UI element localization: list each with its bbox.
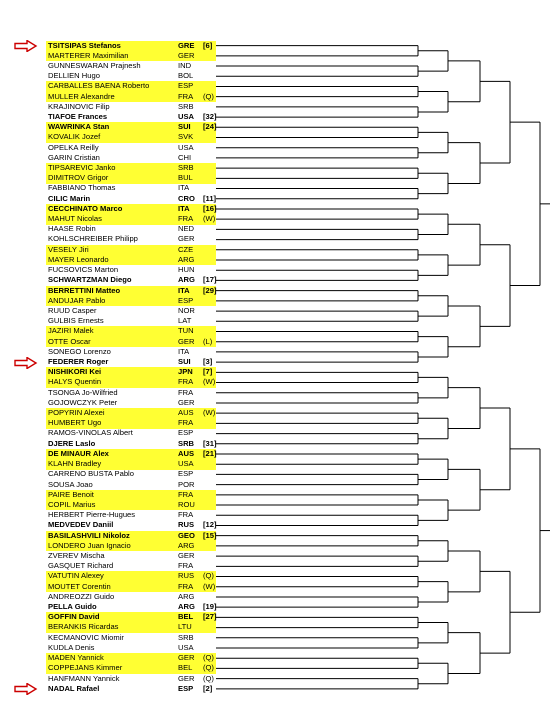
player-country: GER: [178, 551, 195, 560]
player-name: SCHWARTZMAN Diego: [48, 275, 132, 285]
player-country: ITA: [178, 183, 190, 193]
player-name: OTTE Oscar: [48, 336, 91, 346]
player-name: CARRENO BUSTA Pablo: [48, 469, 134, 479]
player-name: KRAJINOVIC Filip: [48, 101, 110, 111]
player-name: CARBALLES BAENA Roberto: [48, 81, 150, 91]
player-name: RUUD Casper: [48, 305, 97, 315]
player-country: GER: [178, 336, 195, 346]
player-country: SUI: [178, 122, 191, 132]
player-country: ITA: [178, 285, 190, 295]
player-name: VATUTIN Alexey: [48, 571, 104, 581]
player-seed: (W): [203, 214, 216, 224]
player-seed: [6]: [203, 40, 213, 50]
player-name: POPYRIN Alexei: [48, 408, 105, 418]
player-seed: (W): [203, 377, 216, 387]
player-name: VESELY Jiri: [48, 244, 89, 254]
player-seed: (Q): [203, 673, 214, 683]
player-country: ARG: [178, 602, 195, 612]
player-name: TSONGA Jo-Wilfried: [48, 387, 118, 397]
player-country: FRA: [178, 581, 194, 591]
player-country: ESP: [178, 469, 194, 479]
player-country: ESP: [178, 683, 194, 693]
player-country: ITA: [178, 346, 190, 356]
player-seed: [19]: [203, 602, 217, 612]
player-country: GER: [178, 673, 195, 683]
player-name: COPIL Marius: [48, 499, 96, 509]
player-seed: (Q): [203, 663, 214, 673]
player-seed: [27]: [203, 612, 217, 622]
player-name: MAYER Leonardo: [48, 254, 109, 264]
player-country: FRA: [178, 214, 194, 224]
player-name: MAHUT Nicolas: [48, 214, 102, 224]
player-name: MOUTET Corentin: [48, 581, 111, 591]
player-name: KOVALIK Jozef: [48, 132, 101, 142]
player-country: ARG: [178, 254, 195, 264]
player-name: KOHLSCHREIBER Philipp: [48, 234, 138, 244]
player-seed: (Q): [203, 571, 214, 581]
player-name: MADEN Yannick: [48, 653, 104, 663]
player-country: CHI: [178, 152, 192, 162]
player-seed: [32]: [203, 111, 217, 121]
player-country: GRE: [178, 40, 195, 50]
player-name: NADAL Rafael: [48, 683, 100, 693]
player-name: DJERE Laslo: [48, 438, 96, 448]
player-country: FRA: [178, 489, 194, 499]
player-country: BOL: [178, 71, 194, 81]
player-country: CZE: [178, 244, 194, 254]
player-country: RUS: [178, 520, 195, 530]
player-name: ANDREOZZI Guido: [48, 591, 115, 601]
player-country: SVK: [178, 132, 194, 142]
player-country: LAT: [178, 316, 192, 326]
arrow-right-icon: [14, 40, 38, 52]
player-seed: [3]: [203, 357, 213, 366]
player-country: HUN: [178, 265, 195, 275]
player-country: FRA: [178, 387, 194, 397]
player-seed: [21]: [203, 448, 217, 458]
player-country: IND: [178, 60, 192, 70]
player-name: FEDERER Roger: [48, 357, 109, 366]
player-country: AUS: [178, 408, 194, 418]
player-country: GER: [178, 397, 195, 407]
player-name: SOUSA Joao: [48, 479, 93, 489]
player-name: SONEGO Lorenzo: [48, 346, 111, 356]
player-country: TUN: [178, 326, 194, 336]
player-country: AUS: [178, 448, 195, 458]
player-name: BASILASHVILI Nikoloz: [48, 530, 130, 540]
player-name: GOJOWCZYK Peter: [48, 397, 118, 407]
player-country: NOR: [178, 305, 195, 315]
player-name: MARTERER Maximilian: [48, 50, 129, 60]
player-country: FRA: [178, 561, 194, 571]
player-country: SRB: [178, 101, 194, 111]
player-seed: (Q): [203, 91, 214, 101]
player-country: RUS: [178, 571, 195, 581]
player-country: USA: [178, 111, 195, 121]
player-country: ARG: [178, 591, 195, 601]
player-country: USA: [178, 459, 194, 469]
player-country: GEO: [178, 530, 195, 540]
player-name: HUMBERT Ugo: [48, 418, 102, 428]
player-name: CECCHINATO Marco: [48, 203, 123, 213]
player-country: SRB: [178, 632, 194, 642]
player-seed: [31]: [203, 438, 217, 448]
player-name: FUCSOVICS Marton: [48, 265, 119, 275]
player-country: ROU: [178, 499, 195, 509]
player-name: FABBIANO Thomas: [48, 183, 116, 193]
player-seed: [17]: [203, 275, 217, 285]
player-country: JPN: [178, 367, 193, 377]
player-country: SRB: [178, 163, 194, 173]
player-name: GUNNESWARAN Prajnesh: [48, 60, 141, 70]
player-seed: [7]: [203, 367, 213, 377]
player-country: BUL: [178, 173, 193, 183]
player-name: TIPSAREVIC Janko: [48, 163, 116, 173]
player-name: DELLIEN Hugo: [48, 71, 100, 81]
player-name: TIAFOE Frances: [48, 111, 108, 121]
player-country: ESP: [178, 81, 194, 91]
player-name: GULBIS Ernests: [48, 316, 104, 326]
player-name: NISHIKORI Kei: [48, 367, 102, 377]
player-name: ZVEREV Mischa: [48, 551, 105, 560]
player-name: ANDUJAR Pablo: [48, 295, 106, 305]
player-name: OPELKA Reilly: [48, 142, 99, 152]
player-seed: [15]: [203, 530, 217, 540]
player-name: HERBERT Pierre-Hugues: [48, 510, 136, 520]
player-country: LTU: [178, 622, 192, 632]
player-name: DE MINAUR Alex: [48, 448, 109, 458]
player-country: SRB: [178, 438, 195, 448]
player-country: FRA: [178, 510, 194, 520]
player-country: GER: [178, 234, 195, 244]
player-name: COPPEJANS Kimmer: [48, 663, 123, 673]
player-country: USA: [178, 142, 194, 152]
arrow-right-icon: [14, 683, 38, 695]
player-name: CILIC Marin: [48, 193, 91, 203]
player-seed: (W): [203, 408, 216, 418]
player-name: MEDVEDEV Daniil: [48, 520, 114, 530]
player-country: SUI: [178, 357, 191, 366]
player-country: ARG: [178, 540, 195, 550]
player-seed: [24]: [203, 122, 217, 132]
player-name: GASQUET Richard: [48, 561, 114, 571]
player-country: POR: [178, 479, 195, 489]
player-seed: (Q): [203, 653, 214, 663]
player-country: CRO: [178, 193, 195, 203]
player-name: BERANKIS Ricardas: [48, 622, 119, 632]
player-name: PELLA Guido: [48, 602, 97, 612]
player-seed: [11]: [203, 193, 217, 203]
player-country: GER: [178, 653, 195, 663]
player-name: DIMITROV Grigor: [48, 173, 109, 183]
player-country: ESP: [178, 295, 194, 305]
player-country: BEL: [178, 612, 194, 622]
player-country: FRA: [178, 418, 194, 428]
player-country: ITA: [178, 203, 190, 213]
player-name: PAIRE Benoit: [48, 489, 94, 499]
player-name: GOFFIN David: [48, 612, 100, 622]
player-name: LONDERO Juan Ignacio: [48, 540, 131, 550]
player-name: BERRETTINI Matteo: [48, 285, 121, 295]
player-country: NED: [178, 224, 195, 234]
player-name: WAWRINKA Stan: [48, 122, 110, 132]
player-seed: [2]: [203, 683, 213, 693]
player-name: KLAHN Bradley: [48, 459, 102, 469]
player-country: BEL: [178, 663, 193, 673]
player-name: HANFMANN Yannick: [48, 673, 120, 683]
player-seed: (W): [203, 581, 216, 591]
player-seed: [29]: [203, 285, 217, 295]
player-name: TSITSIPAS Stefanos: [48, 40, 121, 50]
player-country: ESP: [178, 428, 194, 438]
player-name: KUDLA Denis: [48, 642, 95, 652]
player-name: RAMOS-VINOLAS Albert: [48, 428, 133, 438]
player-country: FRA: [178, 377, 194, 387]
player-country: USA: [178, 642, 194, 652]
player-name: KECMANOVIC Miomir: [48, 632, 124, 642]
player-name: HAASE Robin: [48, 224, 96, 234]
player-seed: [16]: [203, 203, 217, 213]
player-seed: [12]: [203, 520, 217, 530]
player-country: FRA: [178, 91, 194, 101]
player-seed: (L): [203, 336, 213, 346]
player-name: GARIN Cristian: [48, 152, 100, 162]
player-name: JAZIRI Malek: [48, 326, 94, 336]
player-name: MULLER Alexandre: [48, 91, 115, 101]
player-country: GER: [178, 50, 195, 60]
player-country: ARG: [178, 275, 195, 285]
player-name: HALYS Quentin: [48, 377, 102, 387]
arrow-right-icon: [14, 357, 38, 369]
